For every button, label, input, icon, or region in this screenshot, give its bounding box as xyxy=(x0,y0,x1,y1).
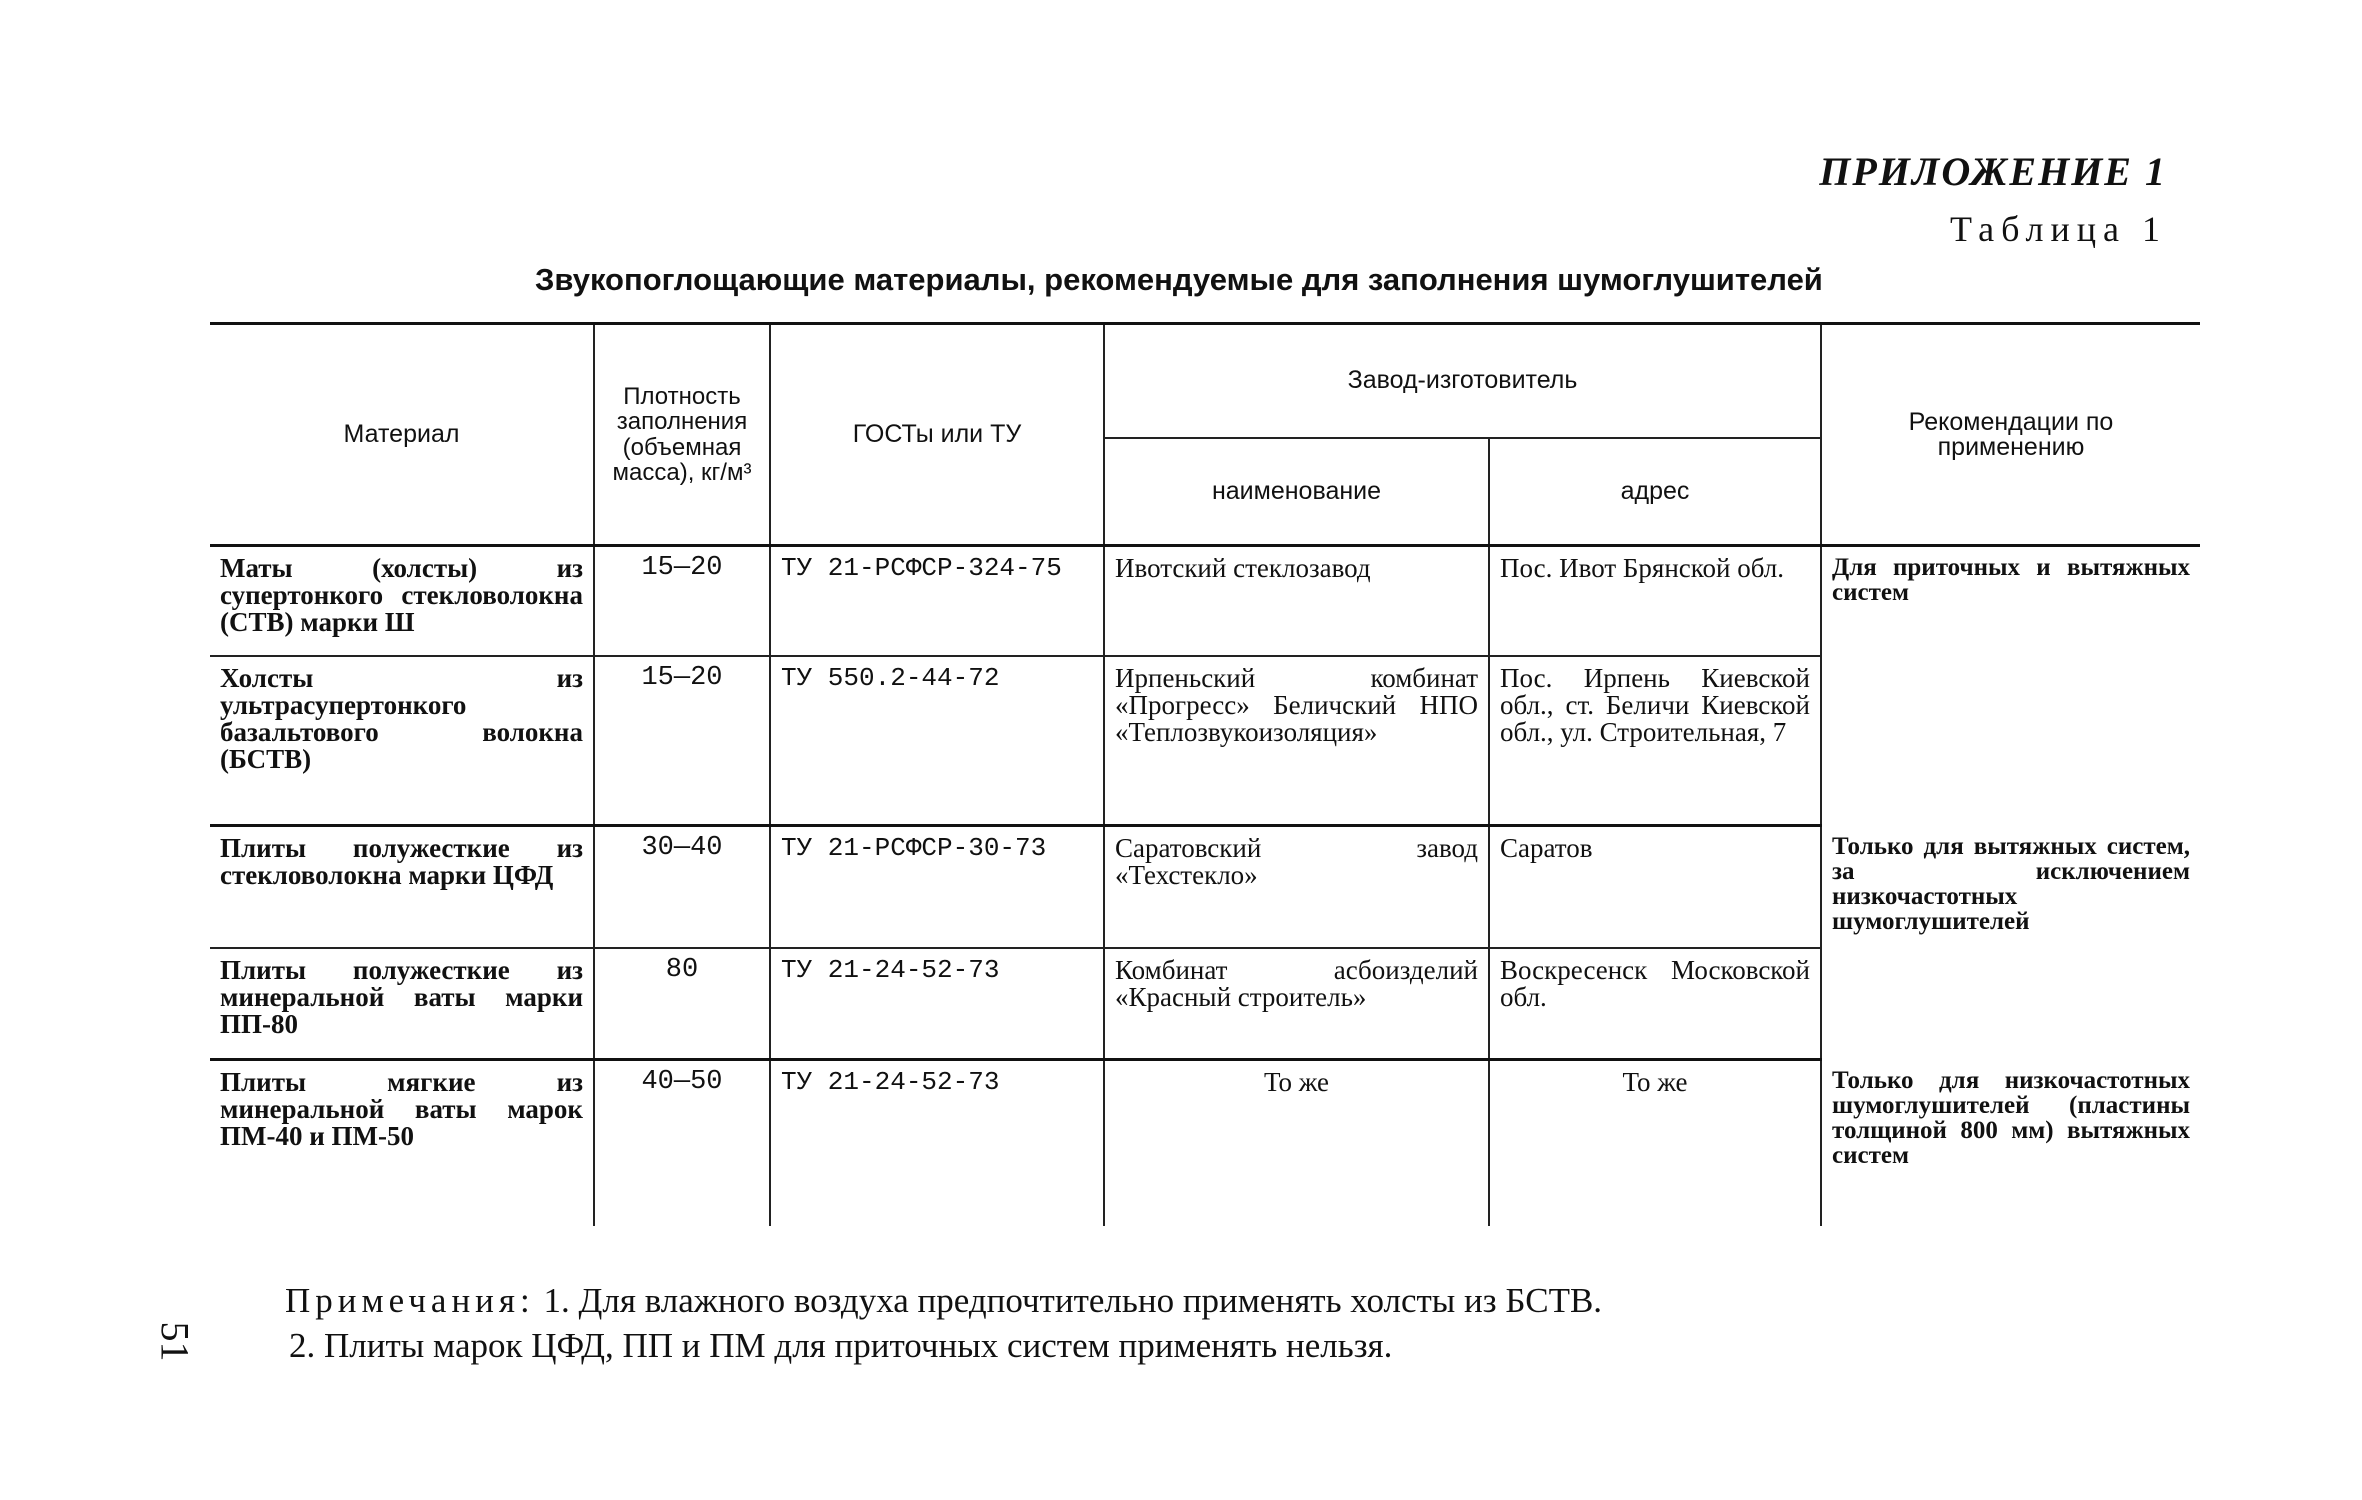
cell-gost: ТУ 550.2-44-72 xyxy=(770,656,1104,826)
notes-heading: Примечания: xyxy=(285,1281,535,1320)
appendix-label: ПРИЛОЖЕНИЕ 1 xyxy=(1819,149,2167,194)
materials-table xyxy=(210,322,2200,1226)
cell-plant-address: То же xyxy=(1489,1060,1821,1226)
cell-material: Маты (холсты) из супертонкого стекловолокна (СТВ) марки Ш xyxy=(210,546,594,656)
cell-gost: ТУ 21-РСФСР-30-73 xyxy=(770,826,1104,948)
cell-density: 80 xyxy=(594,948,770,1060)
cell-material: Холсты из ультрасупертонкого базальтового волокна (БСТВ) xyxy=(210,656,594,826)
cell-gost: ТУ 21-24-52-73 xyxy=(770,948,1104,1060)
cell-recommendation: Только для низкочастотных шумоглушителей (пластины толщиной 800 мм) вытяжных систем xyxy=(1821,1060,2200,1226)
note-2: 2. Плиты марок ЦФД, ПП и ПМ для приточных систем применять нельзя. xyxy=(289,1326,1393,1365)
cell-recommendation: Для приточных и вытяжных систем xyxy=(1821,546,2200,826)
cell-material: Плиты полужесткие из минеральной ваты марки ПП-80 xyxy=(210,948,594,1060)
table-row xyxy=(210,826,2200,948)
cell-plant-name: Комбинат асбоизделий «Красный строитель» xyxy=(1104,948,1489,1060)
cell-gost: ТУ 21-24-52-73 xyxy=(770,1060,1104,1226)
cell-plant-address: Саратов xyxy=(1489,826,1821,948)
note-1: 1. Для влажного воздуха предпочтительно применять холсты из БСТВ. xyxy=(543,1281,1603,1320)
cell-plant-name: То же xyxy=(1104,1060,1489,1226)
table-row xyxy=(210,1060,2200,1226)
cell-gost: ТУ 21-РСФСР-324-75 xyxy=(770,546,1104,656)
table-title: Звукопоглощающие материалы, рекомендуемые для заполнения шумоглушителей xyxy=(535,262,1823,297)
cell-density: 30—40 xyxy=(594,826,770,948)
cell-material: Плиты мягкие из минеральной ваты марок ПМ-40 и ПМ-50 xyxy=(210,1060,594,1226)
cell-plant-name: Ивотский стеклозавод xyxy=(1104,546,1489,656)
col-header-manufacturer: Завод-изготовитель xyxy=(1104,324,1821,438)
note-line-1 xyxy=(285,1278,1602,1323)
cell-plant-name: Ирпеньский комбинат «Прогресс» Беличский НПО «Теплозвукоизоляция» xyxy=(1104,656,1489,826)
col-header-gost: ГОСТы или ТУ xyxy=(770,324,1104,546)
cell-density: 15—20 xyxy=(594,546,770,656)
col-header-name: наименование xyxy=(1104,438,1489,546)
cell-plant-address: Пос. Ирпень Киевской обл., ст. Беличи Киевской обл., ул. Строительная, 7 xyxy=(1489,656,1821,826)
cell-material: Плиты полужесткие из стекловолокна марки ЦФД xyxy=(210,826,594,948)
cell-density: 15—20 xyxy=(594,656,770,826)
col-header-density: Плотность заполнения (объемная масса), кг/м³ xyxy=(594,324,770,546)
col-header-address: адрес xyxy=(1489,438,1821,546)
cell-plant-address: Пос. Ивот Брянской обл. xyxy=(1489,546,1821,656)
page-number: 51 xyxy=(152,1321,198,1362)
col-header-recommendations: Рекомендации по применению xyxy=(1821,324,2200,546)
cell-plant-name: Саратовский завод «Техстекло» xyxy=(1104,826,1489,948)
col-header-material: Материал xyxy=(210,324,594,546)
table-row xyxy=(210,546,2200,656)
cell-plant-address: Воскресенск Московской обл. xyxy=(1489,948,1821,1060)
cell-recommendation: Только для вытяжных систем, за исключением низкочастотных шумоглушителей xyxy=(1821,826,2200,1060)
notes-block xyxy=(285,1278,1602,1368)
table-number-label: Таблица 1 xyxy=(1950,209,2167,249)
cell-density: 40—50 xyxy=(594,1060,770,1226)
